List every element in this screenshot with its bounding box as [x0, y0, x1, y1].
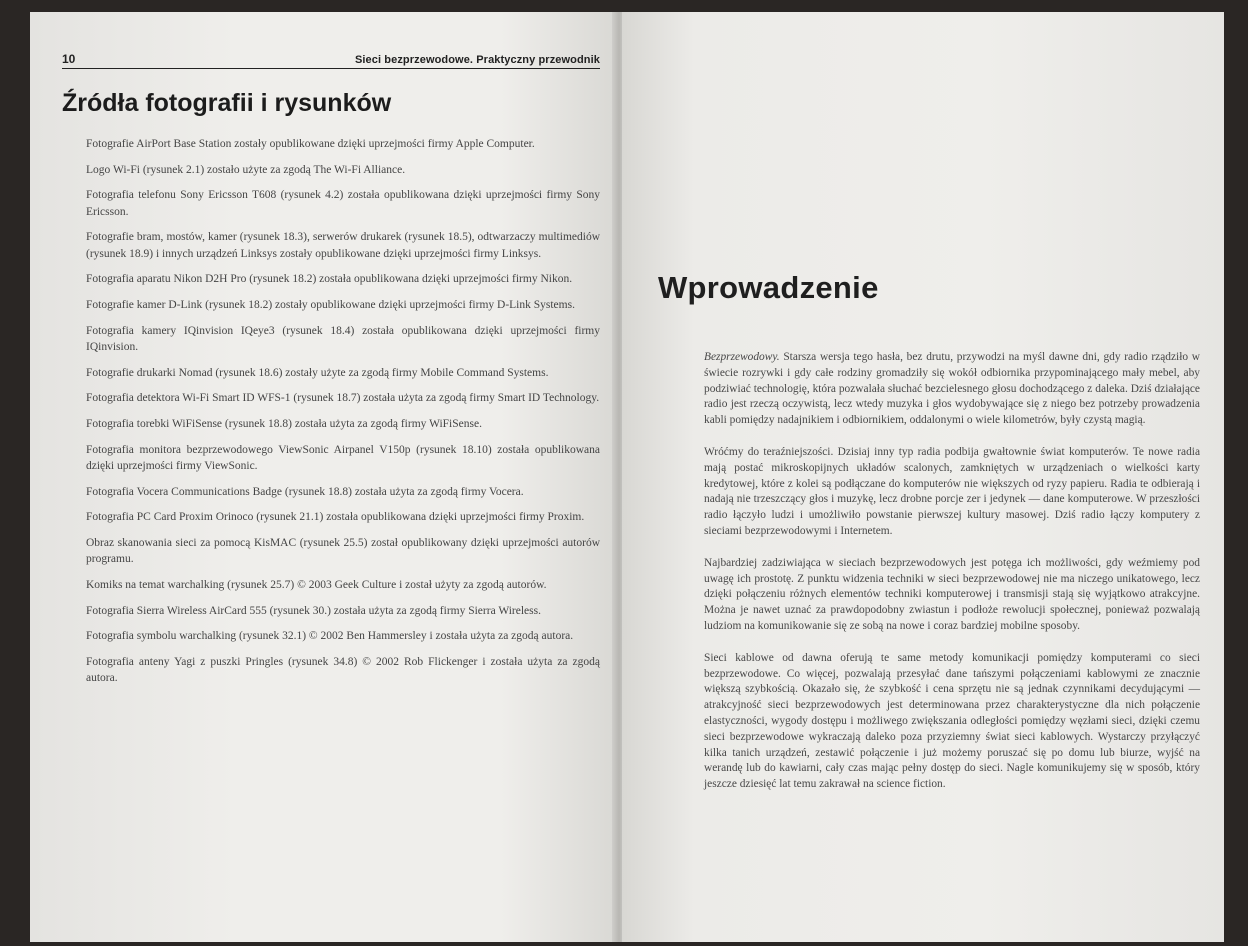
credit-item: Fotografia Sierra Wireless AirCard 555 (rysunek 30.) została użyta za zgodą firmy Sierra Wireless.: [86, 604, 541, 617]
right-page-heading: Wprowadzenie: [658, 270, 879, 305]
credit-item: Fotografia PC Card Proxim Orinoco (rysunek 21.1) została opublikowana dzięki uprzejmości firmy Proxim.: [86, 511, 585, 524]
credit-item: Fotografia symbolu warchalking (rysunek 32.1) © 2002 Ben Hammersley i została użyta za zgodą autora.: [86, 630, 574, 643]
credit-item: Fotografia Vocera Communications Badge (rysunek 18.8) została użyta za zgodą firmy Vocera.: [86, 485, 524, 498]
credit-item: Fotografia detektora Wi-Fi Smart ID WFS-1 (rysunek 18.7) została użyta za zgodą firmy Smart ID Technology.: [86, 392, 600, 405]
running-head: [62, 52, 600, 69]
body-paragraph: Sieci kablowe od dawna oferują te same metody komunikacji pomiędzy komputerami co sieci bezprzewodowe. Co więcej, pozwalają przesyłać dane tańszymi połączeniami kablowymi ze znacznie większą szybkością. Okazało się, że szybkość i cena sprzętu nie są jednak czynnikami decydującymi — atrakcyjność sieci bezprzewodowych jest determinowana przez charakterystyczne dla nich połączenie elastyczności, wygody dostępu i możliwego zwiększania odległości pomiędzy węzłami sieci, dzięki czemu sieci bezprzewodowe wykraczają daleko poza przyziemny świat sieci kablowych. Wystarczy przyłączyć kilka tanich urządzeń, zestawić połączenie i już możemy poruszać się po domu lub biurze, wyjść na werandę lub do kawiarni, cały czas mając pełny dostęp do sieci. Nagle komunikujemy się w sposób, który jeszcze dziesięć lat temu zakrawał na science fiction.: [704, 651, 1200, 791]
credit-item: Fotografie AirPort Base Station zostały opublikowane dzięki uprzejmości firmy Apple Computer.: [86, 138, 535, 150]
credit-item: Fotografia kamery IQinvision IQeye3 (rysunek 18.4) została opublikowana dzięki uprzejmości firmy IQinvision.: [86, 324, 600, 353]
intro-paragraph: [704, 350, 1200, 429]
credit-item: Fotografie bram, mostów, kamer (rysunek 18.3), serwerów drukarek (rysunek 18.5), odtwarzaczy multimediów (rysunek 18.9) i innych urządzeń Linksys zostały opublikowane dzięki uprzejmości firmy Linksys.: [86, 231, 600, 260]
lead-word: Bezprzewodowy.: [704, 351, 780, 363]
page-number: 10: [62, 52, 76, 66]
paragraph-text: Starsza wersja tego hasła, bez drutu, przywodzi na myśl dawne dni, gdy radio rządziło w świecie rozrywki i gdy całe rodziny gromadziły się wokół odbiornika przypominającego mały mebel, aby podziwiać technologię, która pozwalała słuchać bezcielesnego głosu dochodzącego z daleka. Dziś działające radio jest rzeczą oczywistą, lecz wtedy muzyka i głos wydobywające się z niego bez potrzeby prowadzenia kabli pomiędzy nadajnikiem i odbiornikiem, oddalonymi o wiele kilometrów, były czystą magią.: [704, 351, 1200, 427]
credit-item: Fotografie kamer D-Link (rysunek 18.2) zostały opublikowane dzięki uprzejmości firmy D-Link Systems.: [86, 298, 575, 311]
body-paragraph: Wróćmy do teraźniejszości. Dzisiaj inny typ radia podbija gwałtownie świat komputerów. Te nowe radia mają postać mikroskopijnych układów scalonych, zamkniętych w urządzeniach o wielkości karty kredytowej, które z kolei są podłączane do komputerów nie większych od ryzy papieru. Radia te odbierają i nadają nie trzeszczący głos i muzykę, lecz drobne porcje zer i jedynek — dane komputerowe. W przeszłości radio łączyło ludzi i umożliwiło powstanie pierwszej kultury masowej. Dziś radio łączy komputery z sieciami bezprzewodowymi i Internetem.: [704, 445, 1200, 537]
credit-item: Fotografia aparatu Nikon D2H Pro (rysunek 18.2) została opublikowana dzięki uprzejmości firmy Nikon.: [86, 273, 573, 286]
credit-item: Fotografia telefonu Sony Ericsson T608 (rysunek 4.2) została opublikowana dzięki uprzejmości firmy Sony Ericsson.: [86, 189, 600, 218]
credit-item: Fotografia anteny Yagi z puszki Pringles (rysunek 34.8) © 2002 Rob Flickenger i została użyta za zgodą autora.: [86, 655, 600, 685]
left-page: [30, 12, 618, 942]
credit-item: Logo Wi-Fi (rysunek 2.1) zostało użyte za zgodą The Wi-Fi Alliance.: [86, 163, 406, 176]
running-title: Sieci bezprzewodowe. Praktyczny przewodnik: [354, 54, 600, 66]
body-paragraph: Najbardziej zadziwiająca w sieciach bezprzewodowych jest potęga ich możliwości, gdy weźmiemy pod uwagę ich prostotę. Z punktu widzenia techniki w sieci bezprzewodowej nie ma niczego unikatowego, lecz dzięki połączeniu różnych elementów techniki komputerowej i transmisji stają się wyjątkowo atrakcyjne. Można je nawet uznać za prawdopodobny zwiastun i podłoże rewolucji społecznej, ponieważ pozwalają ludziom na komunikowanie się ze sobą na nowe i coraz bardziej mobilne sposoby.: [704, 556, 1200, 632]
left-page-heading: Źródła fotografii i rysunków: [62, 89, 392, 117]
credit-item: Obraz skanowania sieci za pomocą KisMAC (rysunek 25.5) został opublikowany dzięki uprzejmości autorów programu.: [86, 536, 600, 566]
credit-item: Komiks na temat warchalking (rysunek 25.7) © 2003 Geek Culture i został użyty za zgodą autorów.: [86, 578, 547, 591]
credit-item: Fotografia monitora bezprzewodowego ViewSonic Airpanel V150p (rysunek 18.10) została opublikowana dzięki uprzejmości firmy ViewSonic.: [86, 443, 600, 472]
credit-item: Fotografia torebki WiFiSense (rysunek 18.8) została użyta za zgodą firmy WiFiSense.: [86, 417, 482, 430]
credit-item: Fotografie drukarki Nomad (rysunek 18.6) zostały użyte za zgodą firmy Mobile Command Systems.: [86, 366, 549, 379]
right-page: [622, 12, 1224, 942]
